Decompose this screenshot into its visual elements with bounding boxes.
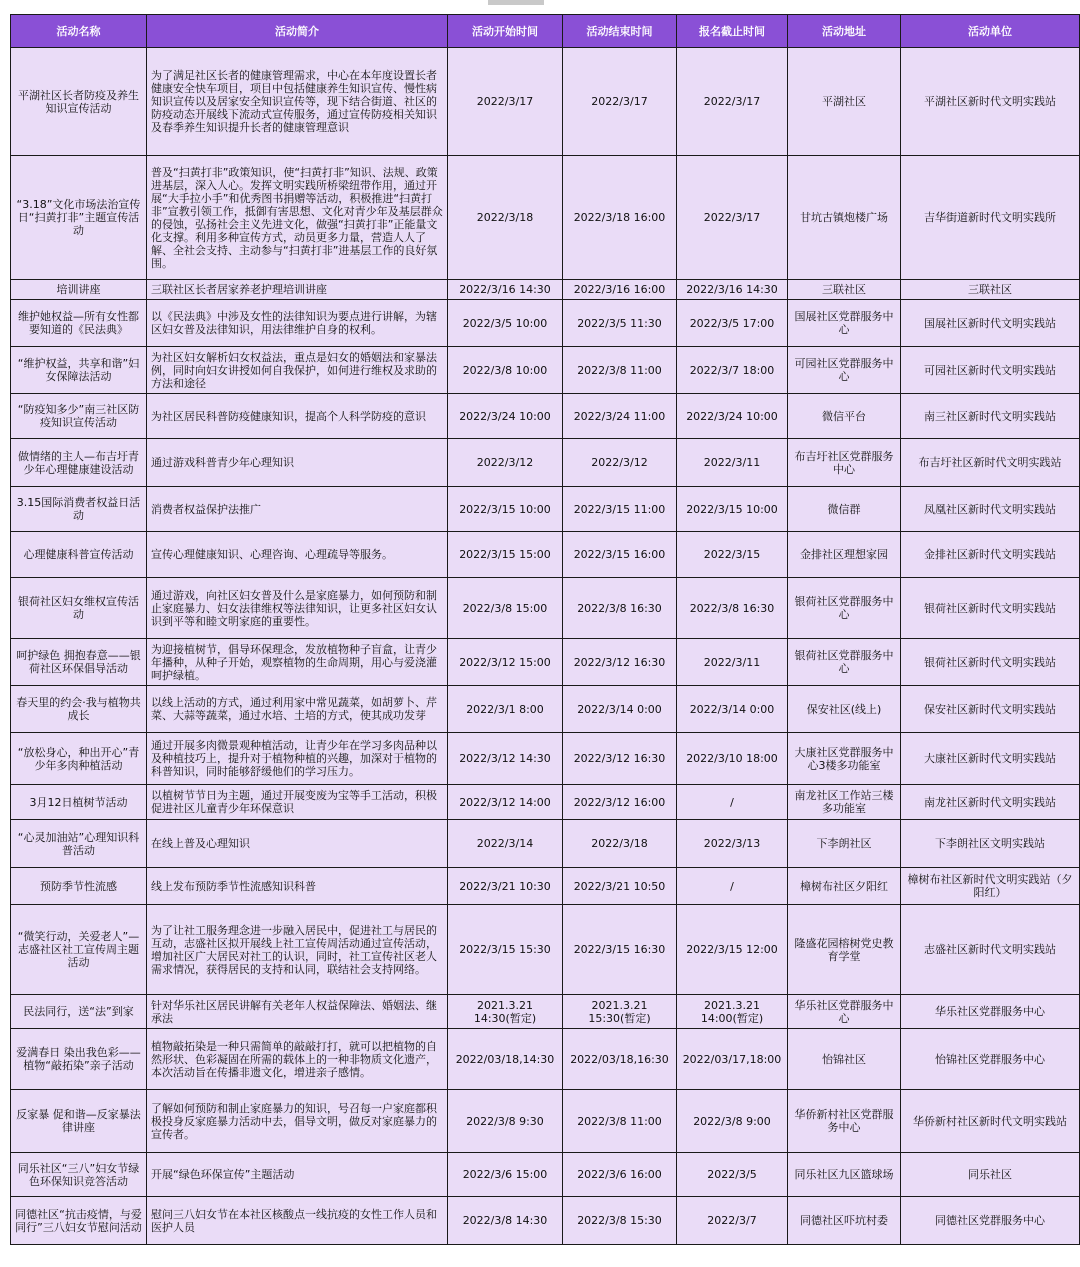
cell-address: 微信群 [788,487,901,532]
cell-unit: 南龙社区新时代文明实践站 [901,785,1080,820]
cell-deadline: 2022/03/17,18:00 [677,1029,788,1090]
cell-name: 春天里的约会·我与植物共成长 [11,686,147,733]
cell-name: “维护权益，共享和谐”妇女保障法活动 [11,347,147,394]
cell-name: 反家暴 促和谐—反家暴法律讲座 [11,1090,147,1153]
cell-address: 布吉圩社区党群服务中心 [788,439,901,487]
cell-end: 2022/3/18 [563,820,677,868]
cell-unit: 金排社区新时代文明实践站 [901,532,1080,578]
header-name: 活动名称 [11,15,147,48]
cell-name: “微笑行动，关爱老人”—志盛社区社工宣传周主题活动 [11,905,147,995]
cell-name: “防疫知多少”南三社区防疫知识宣传活动 [11,394,147,439]
cell-start: 2022/3/6 15:00 [448,1153,563,1197]
cell-address: 华侨新村社区党群服务中心 [788,1090,901,1153]
cell-end: 2022/03/18,16:30 [563,1029,677,1090]
cell-unit: 南三社区新时代文明实践站 [901,394,1080,439]
table-row [11,905,1080,995]
cell-desc: 以《民法典》中涉及女性的法律知识为要点进行讲解，为辖区妇女普及法律知识，用法律维护自身的权利。 [147,300,448,347]
cell-end: 2022/3/8 11:00 [563,1090,677,1153]
cell-start: 2022/3/5 10:00 [448,300,563,347]
cell-end: 2022/3/15 16:00 [563,532,677,578]
header-desc: 活动简介 [147,15,448,48]
cell-end: 2022/3/5 11:30 [563,300,677,347]
cell-desc: 为迎接植树节，倡导环保理念，发放植物种子盲盒，让青少年播种，从种子开始，观察植物的生命周期，用心与爱浇灌呵护绿植。 [147,639,448,686]
cell-start: 2022/3/24 10:00 [448,394,563,439]
cell-deadline: 2022/3/8 9:00 [677,1090,788,1153]
cell-name: 做情绪的主人—布吉圩青少年心理健康建设活动 [11,439,147,487]
cell-name: 平湖社区长者防疫及养生知识宣传活动 [11,48,147,156]
cell-end: 2022/3/21 10:50 [563,868,677,905]
header-row [11,15,1080,48]
cell-start: 2022/3/12 14:30 [448,733,563,785]
cell-address: 保安社区(线上) [788,686,901,733]
cell-desc: 开展“绿色环保宣传”主题活动 [147,1153,448,1197]
cell-name: 银荷社区妇女维权宣传活动 [11,578,147,639]
cell-unit: 平湖社区新时代文明实践站 [901,48,1080,156]
cell-desc: 了解如何预防和制止家庭暴力的知识，号召每一户家庭都积极投身反家庭暴力活动中去，倡导文明，做反对家庭暴力的宣传者。 [147,1090,448,1153]
table-row [11,532,1080,578]
cell-address: 南龙社区工作站三楼多功能室 [788,785,901,820]
activity-table [10,14,1080,1245]
cell-unit: 怡锦社区党群服务中心 [901,1029,1080,1090]
cell-unit: 三联社区 [901,280,1080,300]
cell-address: 下李朗社区 [788,820,901,868]
cell-desc: 线上发布预防季节性流感知识科普 [147,868,448,905]
table-row [11,995,1080,1029]
cell-start: 2022/3/8 15:00 [448,578,563,639]
cell-unit: 大康社区新时代文明实践站 [901,733,1080,785]
cell-name: 3.15国际消费者权益日活动 [11,487,147,532]
cell-start: 2022/3/17 [448,48,563,156]
cell-end: 2022/3/14 0:00 [563,686,677,733]
cell-address: 华乐社区党群服务中心 [788,995,901,1029]
cell-deadline: 2022/3/17 [677,48,788,156]
cell-deadline: 2022/3/17 [677,156,788,280]
cell-deadline: 2022/3/13 [677,820,788,868]
cell-name: 心理健康科普宣传活动 [11,532,147,578]
cell-address: 甘坑古镇炮楼广场 [788,156,901,280]
cell-desc: 针对华乐社区居民讲解有关老年人权益保障法、婚姻法、继承法 [147,995,448,1029]
table-row [11,578,1080,639]
cell-name: “放松身心，种出开心”青少年多肉种植活动 [11,733,147,785]
cell-desc: 在线上普及心理知识 [147,820,448,868]
cell-end: 2022/3/24 11:00 [563,394,677,439]
top-scan-mark [488,0,544,5]
table-row [11,733,1080,785]
cell-start: 2022/3/8 9:30 [448,1090,563,1153]
cell-name: 爱满春日 染出我色彩——植物“敲拓染”亲子活动 [11,1029,147,1090]
cell-end: 2022/3/12 16:00 [563,785,677,820]
cell-unit: 同德社区党群服务中心 [901,1197,1080,1245]
cell-address: 大康社区党群服务中心3楼多功能室 [788,733,901,785]
table-row [11,868,1080,905]
cell-desc: 以植树节节日为主题，通过开展变废为宝等手工活动，积极促进社区儿童青少年环保意识 [147,785,448,820]
table-row [11,1197,1080,1245]
cell-deadline: / [677,868,788,905]
cell-address: 微信平台 [788,394,901,439]
table-row [11,439,1080,487]
cell-address: 银荷社区党群服务中心 [788,639,901,686]
cell-desc: 为了让社工服务理念进一步融入居民中，促进社工与居民的互动，志盛社区拟开展线上社工宣传周活动通过宣传活动，增加社区广大居民对社工的认识，同时，社工宣传社区老人需求情况，获得居民的支持和认同，联结社会支持网络。 [147,905,448,995]
cell-address: 银荷社区党群服务中心 [788,578,901,639]
header-address: 活动地址 [788,15,901,48]
cell-end: 2022/3/8 11:00 [563,347,677,394]
cell-address: 同德社区吓坑村委 [788,1197,901,1245]
cell-start: 2021.3.21 14:30(暂定) [448,995,563,1029]
cell-name: 培训讲座 [11,280,147,300]
cell-deadline: 2022/3/11 [677,439,788,487]
cell-end: 2022/3/15 16:30 [563,905,677,995]
cell-deadline: 2022/3/7 18:00 [677,347,788,394]
cell-desc: 为了满足社区长者的健康管理需求，中心在本年度设置长者健康安全快车项目，项目中包括健康养生知识宣传、慢性病知识宣传以及居家安全知识宣传等，现下结合街道、社区的防疫动态开展线下流动式宣传服务，通过宣传防疫相关知识及春季养生知识提升长者的健康管理意识 [147,48,448,156]
cell-desc: 以线上活动的方式，通过利用家中常见蔬菜，如胡萝卜、芹菜、大蒜等蔬菜，通过水培、土培的方式，使其成功发芽 [147,686,448,733]
cell-start: 2022/3/12 15:00 [448,639,563,686]
cell-desc: 通过开展多肉微景观种植活动，让青少年在学习多肉品种以及种植技巧上，提升对于植物种植的兴趣，加深对于植物的科普知识，同时能够舒缓他们的学习压力。 [147,733,448,785]
cell-address: 国展社区党群服务中心 [788,300,901,347]
cell-start: 2022/3/14 [448,820,563,868]
cell-desc: 三联社区长者居家养老护理培训讲座 [147,280,448,300]
cell-unit: 保安社区新时代文明实践站 [901,686,1080,733]
table-row [11,280,1080,300]
cell-deadline: 2022/3/24 10:00 [677,394,788,439]
cell-unit: 银荷社区新时代文明实践站 [901,578,1080,639]
cell-unit: 下李朗社区文明实践站 [901,820,1080,868]
cell-deadline: 2022/3/16 14:30 [677,280,788,300]
cell-start: 2022/3/15 10:00 [448,487,563,532]
cell-start: 2022/3/16 14:30 [448,280,563,300]
header-unit: 活动单位 [901,15,1080,48]
cell-address: 怡锦社区 [788,1029,901,1090]
cell-name: “心灵加油站”心理知识科普活动 [11,820,147,868]
header-end: 活动结束时间 [563,15,677,48]
cell-start: 2022/3/1 8:00 [448,686,563,733]
table-row [11,1029,1080,1090]
cell-name: 预防季节性流感 [11,868,147,905]
header-start: 活动开始时间 [448,15,563,48]
cell-unit: 银荷社区新时代文明实践站 [901,639,1080,686]
header-deadline: 报名截止时间 [677,15,788,48]
cell-unit: 志盛社区新时代文明实践站 [901,905,1080,995]
cell-start: 2022/3/12 14:00 [448,785,563,820]
cell-deadline: 2022/3/15 12:00 [677,905,788,995]
cell-end: 2022/3/8 16:30 [563,578,677,639]
cell-desc: 慰问三八妇女节在本社区核酸点一线抗疫的女性工作人员和医护人员 [147,1197,448,1245]
cell-unit: 华侨新村社区新时代文明实践站 [901,1090,1080,1153]
table-row [11,639,1080,686]
cell-name: 呵护绿色 拥抱春意——银荷社区环保倡导活动 [11,639,147,686]
cell-deadline: 2022/3/15 10:00 [677,487,788,532]
cell-end: 2022/3/15 11:00 [563,487,677,532]
cell-deadline: 2022/3/14 0:00 [677,686,788,733]
cell-end: 2022/3/16 16:00 [563,280,677,300]
table-row [11,785,1080,820]
cell-deadline: 2022/3/8 16:30 [677,578,788,639]
cell-address: 同乐社区九区篮球场 [788,1153,901,1197]
cell-name: 民法同行，送“法”到家 [11,995,147,1029]
cell-end: 2021.3.21 15:30(暂定) [563,995,677,1029]
cell-desc: 为社区妇女解析妇女权益法，重点是妇女的婚姻法和家暴法例，同时向妇女讲授如何自我保护，如何进行维权及求助的方法和途径 [147,347,448,394]
cell-address: 隆盛花园榕树党史教育学堂 [788,905,901,995]
cell-start: 2022/3/15 15:30 [448,905,563,995]
cell-deadline: 2022/3/15 [677,532,788,578]
cell-end: 2022/3/17 [563,48,677,156]
cell-name: 3月12日植树节活动 [11,785,147,820]
cell-name: “3.18”文化市场法治宣传日“扫黄打非”主题宣传活动 [11,156,147,280]
table-row [11,487,1080,532]
cell-end: 2022/3/12 16:30 [563,733,677,785]
cell-deadline: 2022/3/10 18:00 [677,733,788,785]
cell-start: 2022/3/18 [448,156,563,280]
table-row [11,156,1080,280]
table-row [11,347,1080,394]
cell-unit: 同乐社区 [901,1153,1080,1197]
cell-desc: 通过游戏科普青少年心理知识 [147,439,448,487]
cell-unit: 凤凰社区新时代文明实践站 [901,487,1080,532]
cell-start: 2022/03/18,14:30 [448,1029,563,1090]
cell-name: 同德社区“抗击疫情，与爱同行”三八妇女节慰问活动 [11,1197,147,1245]
table-row [11,300,1080,347]
cell-desc: 宣传心理健康知识、心理咨询、心理疏导等服务。 [147,532,448,578]
cell-start: 2022/3/21 10:30 [448,868,563,905]
cell-desc: 通过游戏，向社区妇女普及什么是家庭暴力，如何预防和制止家庭暴力、妇女法律维权等法律知识，让更多社区妇女认识到平等和睦文明家庭的重要性。 [147,578,448,639]
cell-deadline: 2022/3/5 [677,1153,788,1197]
cell-end: 2022/3/8 15:30 [563,1197,677,1245]
cell-unit: 华乐社区党群服务中心 [901,995,1080,1029]
cell-end: 2022/3/6 16:00 [563,1153,677,1197]
cell-desc: 消费者权益保护法推广 [147,487,448,532]
cell-start: 2022/3/12 [448,439,563,487]
cell-deadline: 2022/3/7 [677,1197,788,1245]
cell-end: 2022/3/18 16:00 [563,156,677,280]
table-row [11,1153,1080,1197]
cell-address: 金排社区理想家园 [788,532,901,578]
cell-deadline: 2022/3/11 [677,639,788,686]
cell-unit: 可园社区新时代文明实践站 [901,347,1080,394]
cell-deadline: 2022/3/5 17:00 [677,300,788,347]
cell-unit: 布吉圩社区新时代文明实践站 [901,439,1080,487]
cell-start: 2022/3/8 14:30 [448,1197,563,1245]
table-row [11,1090,1080,1153]
cell-start: 2022/3/8 10:00 [448,347,563,394]
cell-start: 2022/3/15 15:00 [448,532,563,578]
cell-name: 维护她权益—所有女性都要知道的《民法典》 [11,300,147,347]
table-row [11,686,1080,733]
cell-unit: 国展社区新时代文明实践站 [901,300,1080,347]
cell-deadline: / [677,785,788,820]
cell-desc: 为社区居民科普防疫健康知识，提高个人科学防疫的意识 [147,394,448,439]
table-row [11,820,1080,868]
cell-desc: 普及“扫黄打非”政策知识，使“扫黄打非”知识、法规、政策进基层，深入人心。发挥文明实践所桥梁纽带作用，通过开展“大手拉小手”和优秀图书捐赠等活动，积极推进“扫黄打非”宣教引领工作，抵御有害思想、文化对青少年及基层群众的侵蚀，弘扬社会主义先进文化，做强“扫黄打非”正能量文化支撑。利用多种宣传方式，动员更多力量，营造人人了解、全社会支持、主动参与“扫黄打非”进基层工作的良好氛围。 [147,156,448,280]
cell-end: 2022/3/12 [563,439,677,487]
cell-name: 同乐社区“三八”妇女节绿色环保知识竞答活动 [11,1153,147,1197]
table-row [11,48,1080,156]
cell-unit: 吉华街道新时代文明实践所 [901,156,1080,280]
cell-deadline: 2021.3.21 14:00(暂定) [677,995,788,1029]
cell-address: 樟树布社区夕阳红 [788,868,901,905]
cell-address: 三联社区 [788,280,901,300]
cell-desc: 植物敲拓染是一种只需简单的敲敲打打，就可以把植物的自然形状、色彩凝固在所需的载体上的一种非物质文化遗产，本次活动旨在传播非遗文化，增进亲子感情。 [147,1029,448,1090]
cell-address: 可园社区党群服务中心 [788,347,901,394]
cell-end: 2022/3/12 16:30 [563,639,677,686]
cell-unit: 樟树布社区新时代文明实践站（夕阳红） [901,868,1080,905]
cell-address: 平湖社区 [788,48,901,156]
table-row [11,394,1080,439]
